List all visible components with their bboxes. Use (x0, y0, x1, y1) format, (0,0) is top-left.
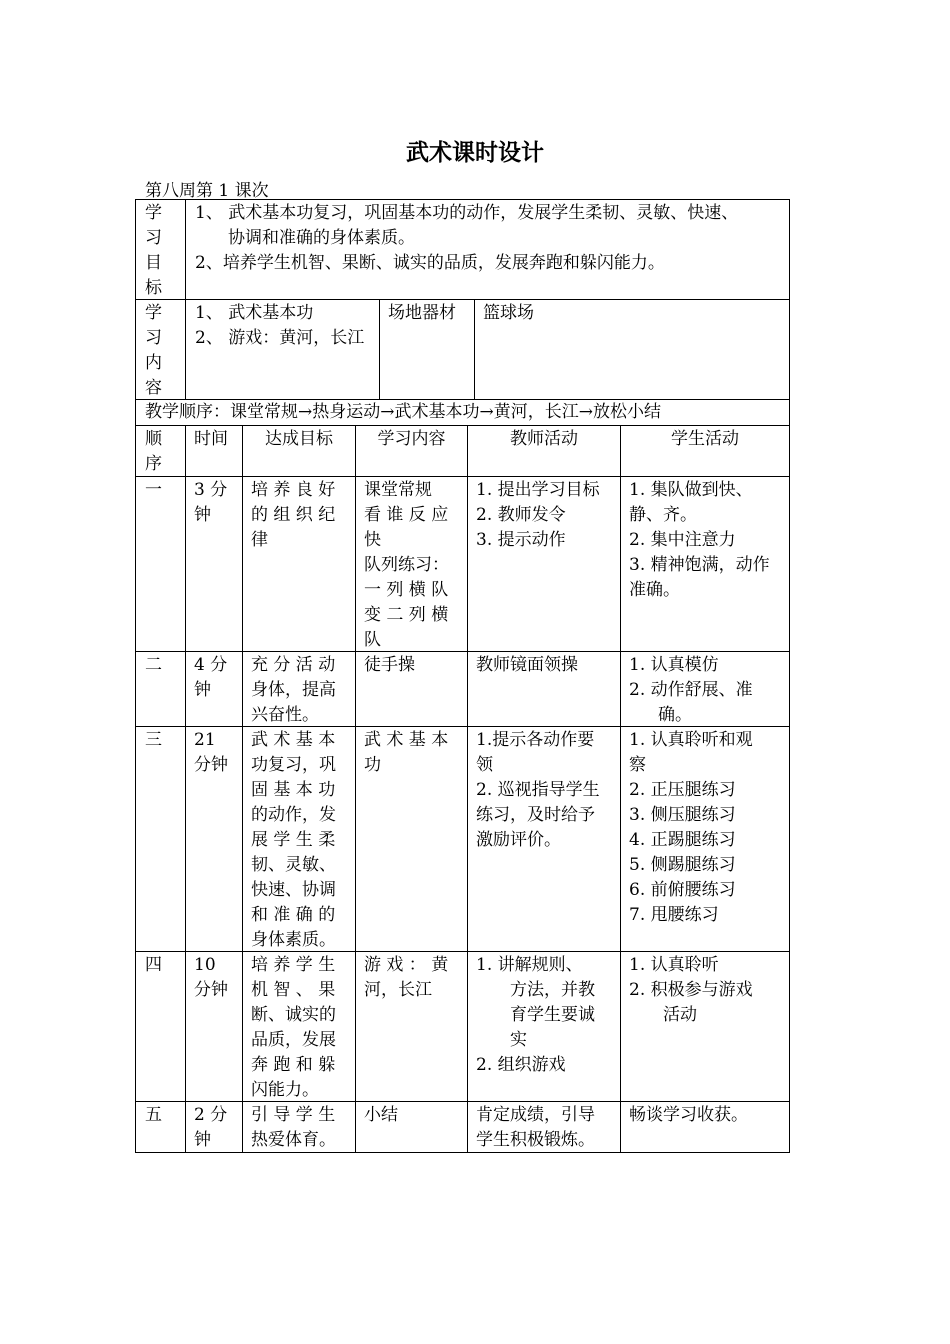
objective-line: 2、培养学生机智、果断、诚实的品质，发展奔跑和躲闪能力。 (195, 253, 665, 273)
cell-line: 方法，并教 (510, 980, 595, 1000)
cell-line: 准确。 (629, 580, 680, 600)
cell-line: 1. 认真模仿 (629, 655, 719, 675)
label-char: 容 (145, 378, 162, 398)
header-text: 学生活动 (671, 429, 739, 449)
cell-line: 徒手操 (364, 655, 415, 675)
label-char: 习 (145, 328, 162, 348)
cell-line: 一 列 横 队 (364, 580, 449, 600)
cell-line: 静、齐。 (629, 505, 697, 525)
table-cell-student (620, 1101, 790, 1153)
teaching-order: 教学顺序：课堂常规→热身运动→武术基本功→黄河，长江→放松小结 (145, 402, 661, 422)
cell-line: 2. 正压腿练习 (629, 780, 736, 800)
table-cell-student (620, 951, 790, 1102)
cell-line: 河，长江 (364, 980, 432, 1000)
label-char: 目 (145, 253, 162, 273)
cell-line: 学生积极锻炼。 (476, 1130, 595, 1150)
table-cell-goal (242, 951, 356, 1102)
cell-line: 教师镜面领操 (476, 655, 578, 675)
cell-line: 的 组 织 纪 (251, 505, 336, 525)
content-item: 1、 武术基本功 (195, 303, 314, 323)
cell-line: 快 (364, 530, 381, 550)
cell-line: 固 基 本 功 (251, 780, 336, 800)
cell-line: 队列练习： (364, 555, 449, 575)
table-cell-time (185, 476, 243, 652)
header-char: 顺 (145, 429, 162, 449)
table-cell-goal (242, 726, 356, 952)
cell-line: 1. 集队做到快、 (629, 480, 753, 500)
cell-line: 一 (145, 480, 162, 500)
cell-line: 2. 教师发令 (476, 505, 566, 525)
table-cell-goal (242, 651, 356, 727)
table-cell-content (355, 651, 468, 727)
cell-line: 2. 巡视指导学生 (476, 780, 600, 800)
table-cell-student (620, 476, 790, 652)
cell-line: 三 (145, 730, 162, 750)
venue-label-cell (379, 299, 475, 400)
cell-line: 奔 跑 和 躲 (251, 1055, 336, 1075)
teaching-order-cell (135, 399, 790, 426)
table-cell-goal (242, 1101, 356, 1153)
cell-line: 培 养 良 好 (251, 480, 336, 500)
cell-line: 热爱体育。 (251, 1130, 336, 1150)
cell-line: 展 学 生 柔 (251, 830, 336, 850)
objective-line: 1、 武术基本功复习，巩固基本功的动作，发展学生柔韧、灵敏、快速、 (195, 203, 739, 223)
cell-line: 功复习，巩 (251, 755, 336, 775)
cell-line: 活动 (663, 1005, 697, 1025)
label-char: 学 (145, 203, 162, 223)
cell-line: 1.提示各动作要 (476, 730, 595, 750)
cell-line: 3. 精神饱满，动作 (629, 555, 770, 575)
cell-line: 实 (510, 1030, 527, 1050)
cell-line: 看 谁 反 应 (364, 505, 449, 525)
cell-line: 1. 认真聆听和观 (629, 730, 753, 750)
cell-line: 1. 认真聆听 (629, 955, 719, 975)
cell-line: 充 分 活 动 (251, 655, 336, 675)
table-cell-time (185, 951, 243, 1102)
label-char: 学 (145, 303, 162, 323)
table-cell-content (355, 476, 468, 652)
table-cell-teacher (467, 1101, 621, 1153)
cell-line: 小结 (364, 1105, 398, 1125)
cell-line: 律 (251, 530, 268, 550)
venue-value: 篮球场 (483, 303, 534, 323)
cell-line: 5. 侧踢腿练习 (629, 855, 736, 875)
cell-line: 2 分 (194, 1105, 228, 1125)
page-title: 武术课时设计 (406, 140, 544, 166)
cell-line: 游 戏 ： 黄 (364, 955, 449, 975)
content-item: 2、 游戏：黄河，长江 (195, 328, 365, 348)
cell-line: 肯定成绩，引导 (476, 1105, 595, 1125)
cell-line: 的动作，发 (251, 805, 336, 825)
table-cell-time (185, 1101, 243, 1153)
table-cell-content (355, 726, 468, 952)
cell-line: 1. 讲解规则、 (476, 955, 583, 975)
header-char: 序 (145, 454, 162, 474)
cell-line: 10 (194, 955, 216, 975)
cell-line: 确。 (658, 705, 692, 725)
cell-line: 快速、协调 (251, 880, 336, 900)
cell-line: 断、诚实的 (251, 1005, 336, 1025)
header-teacher (467, 425, 621, 477)
table-cell-content (355, 1101, 468, 1153)
cell-line: 闪能力。 (251, 1080, 319, 1100)
cell-line: 二 (145, 655, 162, 675)
content-items-cell (185, 299, 380, 400)
cell-line: 身体素质。 (251, 930, 336, 950)
label-char: 习 (145, 228, 162, 248)
objectives-cell (185, 199, 790, 300)
cell-line: 四 (145, 955, 162, 975)
cell-line: 领 (476, 755, 493, 775)
cell-line: 2. 集中注意力 (629, 530, 736, 550)
objectives-label-cell (135, 199, 186, 300)
cell-line: 育学生要诚 (510, 1005, 595, 1025)
cell-line: 机 智 、 果 (251, 980, 336, 1000)
cell-line: 培 养 学 生 (251, 955, 336, 975)
table-cell-seq (135, 951, 186, 1102)
label-char: 内 (145, 353, 162, 373)
table-cell-time (185, 651, 243, 727)
table-cell-student (620, 726, 790, 952)
header-text: 学习内容 (377, 429, 446, 449)
cell-line: 品质，发展 (251, 1030, 336, 1050)
content-label-cell (135, 299, 186, 400)
cell-line: 2. 动作舒展、准 (629, 680, 753, 700)
header-content (355, 425, 468, 477)
cell-line: 韧、灵敏、 (251, 855, 336, 875)
cell-line: 21 (194, 730, 216, 750)
table-cell-teacher (467, 476, 621, 652)
cell-line: 2. 积极参与游戏 (629, 980, 753, 1000)
header-text: 教师活动 (510, 429, 578, 449)
cell-line: 功 (364, 755, 381, 775)
cell-line: 兴奋性。 (251, 705, 319, 725)
table-cell-teacher (467, 651, 621, 727)
header-student (620, 425, 790, 477)
header-time (185, 425, 243, 477)
cell-line: 3. 侧压腿练习 (629, 805, 736, 825)
table-cell-time (185, 726, 243, 952)
cell-line: 3. 提示动作 (476, 530, 566, 550)
cell-line: 6. 前俯腰练习 (629, 880, 736, 900)
header-text: 时间 (194, 429, 228, 449)
cell-line: 钟 (194, 505, 211, 525)
cell-line: 练习，及时给予 (476, 805, 595, 825)
cell-line: 变 二 列 横 (364, 605, 449, 625)
table-cell-teacher (467, 951, 621, 1102)
table-cell-seq (135, 726, 186, 952)
table-cell-seq (135, 476, 186, 652)
cell-line: 4 分 (194, 655, 228, 675)
cell-line: 1. 提出学习目标 (476, 480, 600, 500)
cell-line: 4. 正踢腿练习 (629, 830, 736, 850)
table-cell-seq (135, 651, 186, 727)
cell-line: 畅谈学习收获。 (629, 1105, 748, 1125)
header-text: 达成目标 (265, 429, 333, 449)
cell-line: 队 (364, 630, 381, 650)
venue-label: 场地器材 (388, 303, 456, 323)
cell-line: 课堂常规 (364, 480, 432, 500)
week-label: 第八周第 1 课次 (145, 181, 269, 201)
cell-line: 分钟 (194, 755, 228, 775)
cell-line: 身体，提高 (251, 680, 336, 700)
cell-line: 钟 (194, 680, 211, 700)
cell-line: 分钟 (194, 980, 228, 1000)
cell-line: 引 导 学 生 (251, 1105, 336, 1125)
table-cell-teacher (467, 726, 621, 952)
cell-line: 武 术 基 本 (364, 730, 449, 750)
label-char: 标 (145, 278, 162, 298)
table-cell-goal (242, 476, 356, 652)
cell-line: 3 分 (194, 480, 228, 500)
cell-line: 7. 甩腰练习 (629, 905, 719, 925)
cell-line: 武 术 基 本 (251, 730, 336, 750)
cell-line: 察 (629, 755, 646, 775)
cell-line: 五 (145, 1105, 162, 1125)
venue-value-cell (474, 299, 790, 400)
table-cell-content (355, 951, 468, 1102)
table-cell-student (620, 651, 790, 727)
cell-line: 2. 组织游戏 (476, 1055, 566, 1075)
cell-line: 和 准 确 的 (251, 905, 336, 925)
objective-line: 协调和准确的身体素质。 (228, 228, 415, 248)
cell-line: 激励评价。 (476, 830, 561, 850)
table-cell-seq (135, 1101, 186, 1153)
header-seq (135, 425, 186, 477)
cell-line: 钟 (194, 1130, 211, 1150)
header-goal (242, 425, 356, 477)
